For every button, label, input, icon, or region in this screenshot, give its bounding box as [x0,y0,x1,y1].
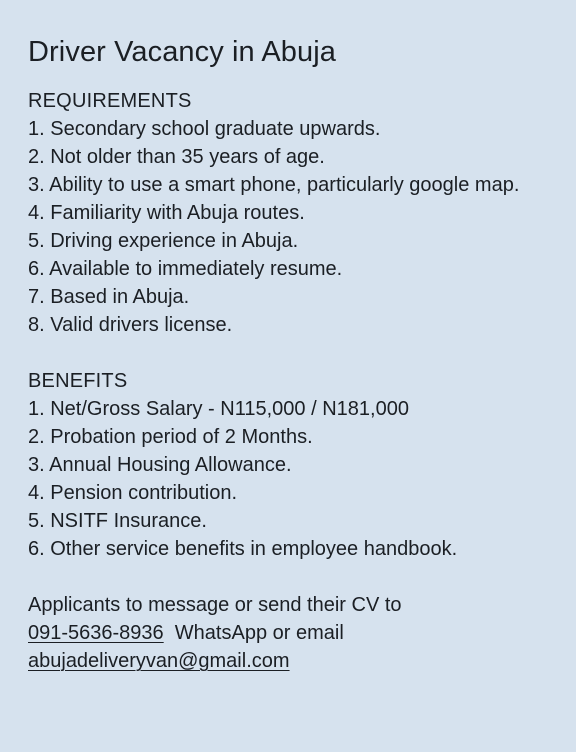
requirement-item: 8. Valid drivers license. [28,314,233,336]
requirement-item: 1. Secondary school graduate upwards. [28,118,381,140]
requirement-item: 4. Familiarity with Abuja routes. [28,202,305,224]
requirements-section [28,87,548,339]
requirement-item: 7. Based in Abuja. [28,286,190,308]
requirement-item: 3. Ability to use a smart phone, particularly google map. [28,174,520,196]
section-gap [28,563,548,591]
phone-link[interactable]: 091-5636-8936 [28,622,164,644]
benefit-item: 3. Annual Housing Allowance. [28,454,292,476]
email-link[interactable]: abujadeliveryvan@gmail.com [28,650,290,672]
benefits-heading: BENEFITS [28,370,128,392]
benefits-section [28,367,548,563]
benefit-item: 6. Other service benefits in employee handbook. [28,538,458,560]
requirements-heading: REQUIREMENTS [28,90,192,112]
contact-middle-text: WhatsApp or email [163,622,344,644]
benefit-item: 2. Probation period of 2 Months. [28,426,313,448]
contact-phone-line [28,619,548,647]
benefit-item: 4. Pension contribution. [28,482,238,504]
contact-section [28,591,548,675]
section-gap [28,339,548,367]
contact-email-line [28,647,548,675]
benefit-item: 1. Net/Gross Salary - N115,000 / N181,000 [28,398,409,420]
requirement-item: 5. Driving experience in Abuja. [28,230,299,252]
benefit-item: 5. NSITF Insurance. [28,510,207,532]
requirement-item: 6. Available to immediately resume. [28,258,343,280]
contact-intro: Applicants to message or send their CV to [28,594,402,616]
post-title: Driver Vacancy in Abuja [28,36,337,68]
requirement-item: 2. Not older than 35 years of age. [28,146,325,168]
